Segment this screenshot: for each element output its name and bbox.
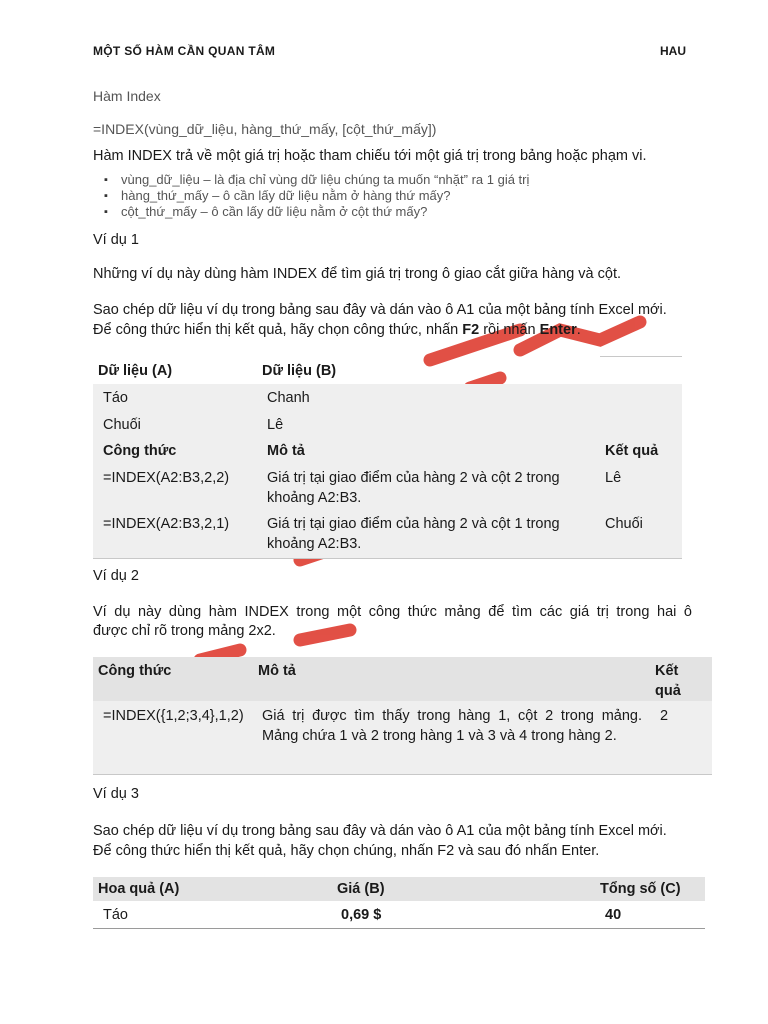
- table-cell: Lê: [605, 470, 622, 486]
- key-f2: F2: [462, 322, 480, 338]
- table-cell: Lê: [267, 417, 284, 433]
- ex1-title: Ví dụ 1: [93, 232, 139, 248]
- table-header: Mô tả: [258, 663, 296, 679]
- text-run: rồi nhấn: [479, 322, 540, 338]
- table-header: Hoa quả (A): [98, 881, 180, 897]
- ex1-paragraph-2a: Sao chép dữ liệu ví dụ trong bảng sau đây và dán vào ô A1 của một bảng tính Excel mới.: [93, 302, 667, 318]
- ex1-paragraph-1: Những ví dụ này dùng hàm INDEX để tìm giá trị trong ô giao cắt giữa hàng và cột.: [93, 266, 622, 282]
- ex3-title: Ví dụ 3: [93, 786, 139, 802]
- header-title: MỘT SỐ HÀM CẦN QUAN TÂM: [93, 44, 276, 58]
- table-rule: [600, 356, 682, 357]
- table-header: Dữ liệu (B): [262, 363, 337, 379]
- table-cell: Chuối: [103, 417, 141, 433]
- table-cell: Táo: [103, 907, 128, 923]
- table-cell: 2: [660, 708, 669, 724]
- table-rule: [93, 774, 712, 775]
- ex3-paragraph-1b: Để công thức hiển thị kết quả, hãy chọn chúng, nhấn F2 và sau đó nhấn Enter.: [93, 843, 600, 859]
- table-cell: =INDEX({1,2;3,4},1,2): [103, 708, 244, 724]
- table-header: Dữ liệu (A): [98, 363, 173, 379]
- table-cell: Giá trị tại giao điểm của hàng 2 và cột 1 trong: [267, 516, 560, 532]
- table-cell: Chuối: [605, 516, 643, 532]
- text-run: .: [576, 322, 581, 338]
- table-cell: 40: [605, 907, 622, 923]
- key-enter: Enter: [539, 322, 577, 338]
- table-cell: Giá trị được tìm thấy trong hàng 1, cột 2 trong mảng.: [262, 708, 642, 724]
- table-rule: [93, 928, 705, 929]
- syntax-line: =INDEX(vùng_dữ_liệu, hàng_thứ_mấy, [cột_thứ_mấy]): [93, 121, 437, 137]
- section-title: Hàm Index: [93, 88, 161, 104]
- list-item: ▪ vùng_dữ_liệu – là địa chỉ vùng dữ liệu chúng ta muốn “nhặt” ra 1 giá trị: [93, 172, 529, 188]
- table-cell: 0,69 $: [341, 907, 382, 923]
- table-cell: =INDEX(A2:B3,2,1): [103, 516, 230, 532]
- args-list: [93, 172, 529, 220]
- list-item: ▪ cột_thứ_mấy – ô cần lấy dữ liệu nằm ở cột thứ mấy?: [93, 204, 529, 220]
- table-header: Giá (B): [337, 881, 385, 897]
- table-cell: Chanh: [267, 390, 310, 406]
- table-header-bg: [93, 657, 712, 701]
- table-header: Công thức: [98, 663, 172, 679]
- table-header: Mô tả: [267, 443, 305, 459]
- table-header: Kết: [655, 663, 679, 679]
- table-header: Tổng số (C): [600, 881, 681, 897]
- table-cell: Mảng chứa 1 và 2 trong hàng 1 và 3 và 4 trong hàng 2.: [262, 728, 617, 744]
- table-cell: =INDEX(A2:B3,2,2): [103, 470, 230, 486]
- table-cell: Giá trị tại giao điểm của hàng 2 và cột 2 trong: [267, 470, 560, 486]
- ex1-paragraph-2b: [93, 320, 581, 340]
- ex2-paragraph-1a: Ví dụ này dùng hàm INDEX trong một công thức mảng để tìm các giá trị trong hai ô: [93, 604, 692, 620]
- table-rule: [93, 558, 682, 559]
- text-run: Để công thức hiển thị kết quả, hãy chọn công thức, nhấn: [93, 322, 463, 338]
- table-cell: Táo: [103, 390, 128, 406]
- description: Hàm INDEX trả về một giá trị hoặc tham chiếu tới một giá trị trong bảng hoặc phạm vi.: [93, 148, 647, 164]
- ex2-title: Ví dụ 2: [93, 568, 139, 584]
- table-header: Công thức: [103, 443, 177, 459]
- ex3-paragraph-1a: Sao chép dữ liệu ví dụ trong bảng sau đây và dán vào ô A1 của một bảng tính Excel mới.: [93, 823, 667, 839]
- list-item: ▪ hàng_thứ_mấy – ô cần lấy dữ liệu nằm ở hàng thứ mấy?: [93, 188, 529, 204]
- header-author: HAU: [660, 44, 686, 58]
- table-header: quả: [655, 683, 681, 699]
- table-cell: khoảng A2:B3.: [267, 490, 362, 506]
- ex2-paragraph-1b: được chỉ rõ trong mảng 2x2.: [93, 623, 276, 639]
- table-header: Kết quả: [605, 443, 659, 459]
- table-cell: khoảng A2:B3.: [267, 536, 362, 552]
